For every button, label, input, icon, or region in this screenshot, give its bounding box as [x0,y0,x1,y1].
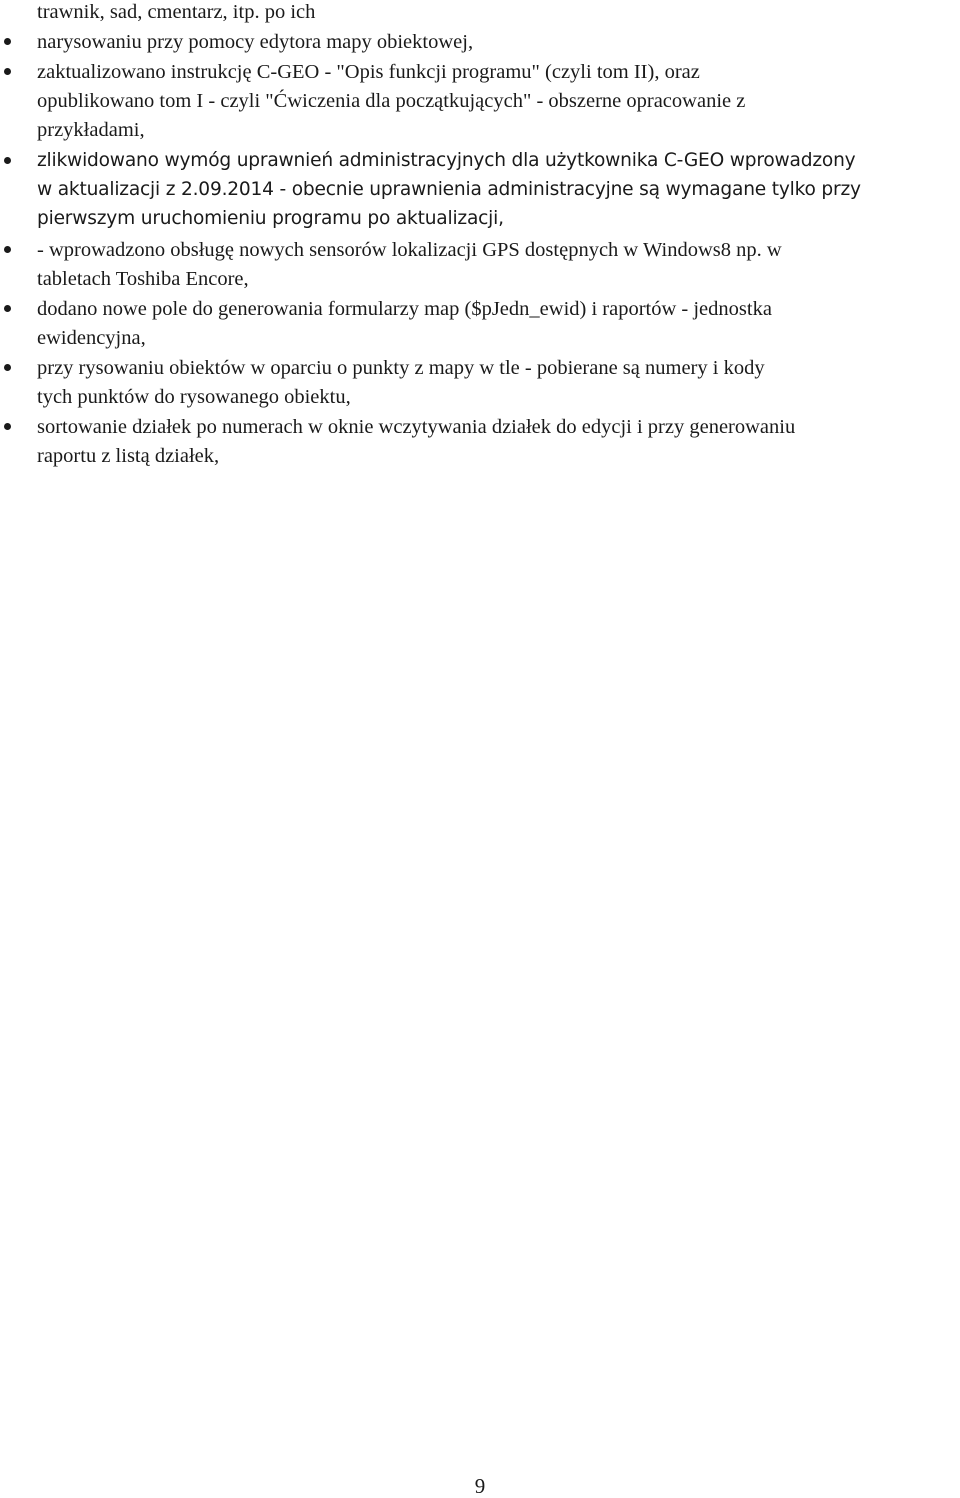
text-line: dodano nowe pole do generowania formularzy map ($pJedn_ewid) i raportów - jednostka [37,298,772,320]
text-line: w aktualizacji z 2.09.2014 - obecnie uprawnienia administracyjne są wymagane tylko przy [37,179,861,200]
bullet-icon [4,305,11,312]
bullet-icon [4,157,11,164]
text-line: sortowanie działek po numerach w oknie wczytywania działek do edycji i przy generowaniu [37,416,796,438]
text-line: pierwszym uruchomieniu programu po aktualizacji, [37,208,504,229]
text-line: raportu z listą działek, [37,445,220,467]
text-line: zaktualizowano instrukcję C-GEO - "Opis funkcji programu" (czyli tom II), oraz [37,61,700,83]
text-line: przy rysowaniu obiektów w oparciu o punkty z mapy w tle - pobierane są numery i kody [37,357,765,379]
bullet-icon [4,68,11,75]
bullet-icon [4,246,11,253]
text-line: opublikowano tom I - czyli "Ćwiczenia dla początkujących" - obszerne opracowanie z [37,90,746,112]
bullet-icon [4,364,11,371]
text-line: tych punktów do rysowanego obiektu, [37,386,351,408]
text-line: tabletach Toshiba Encore, [37,268,249,290]
bullet-icon [4,38,11,45]
text-line: ewidencyjna, [37,327,146,349]
text-line: - wprowadzono obsługę nowych sensorów lokalizacji GPS dostępnych w Windows8 np. w [37,239,782,261]
text-line: przykładami, [37,119,145,141]
text-line: zlikwidowano wymóg uprawnień administracyjnych dla użytkownika C-GEO wprowadzony [37,150,856,171]
text-line: trawnik, sad, cmentarz, itp. po ich [37,1,316,23]
text-line: narysowaniu przy pomocy edytora mapy obiektowej, [37,31,474,53]
bullet-icon [4,423,11,430]
page-number: 9 [474,1474,486,1498]
